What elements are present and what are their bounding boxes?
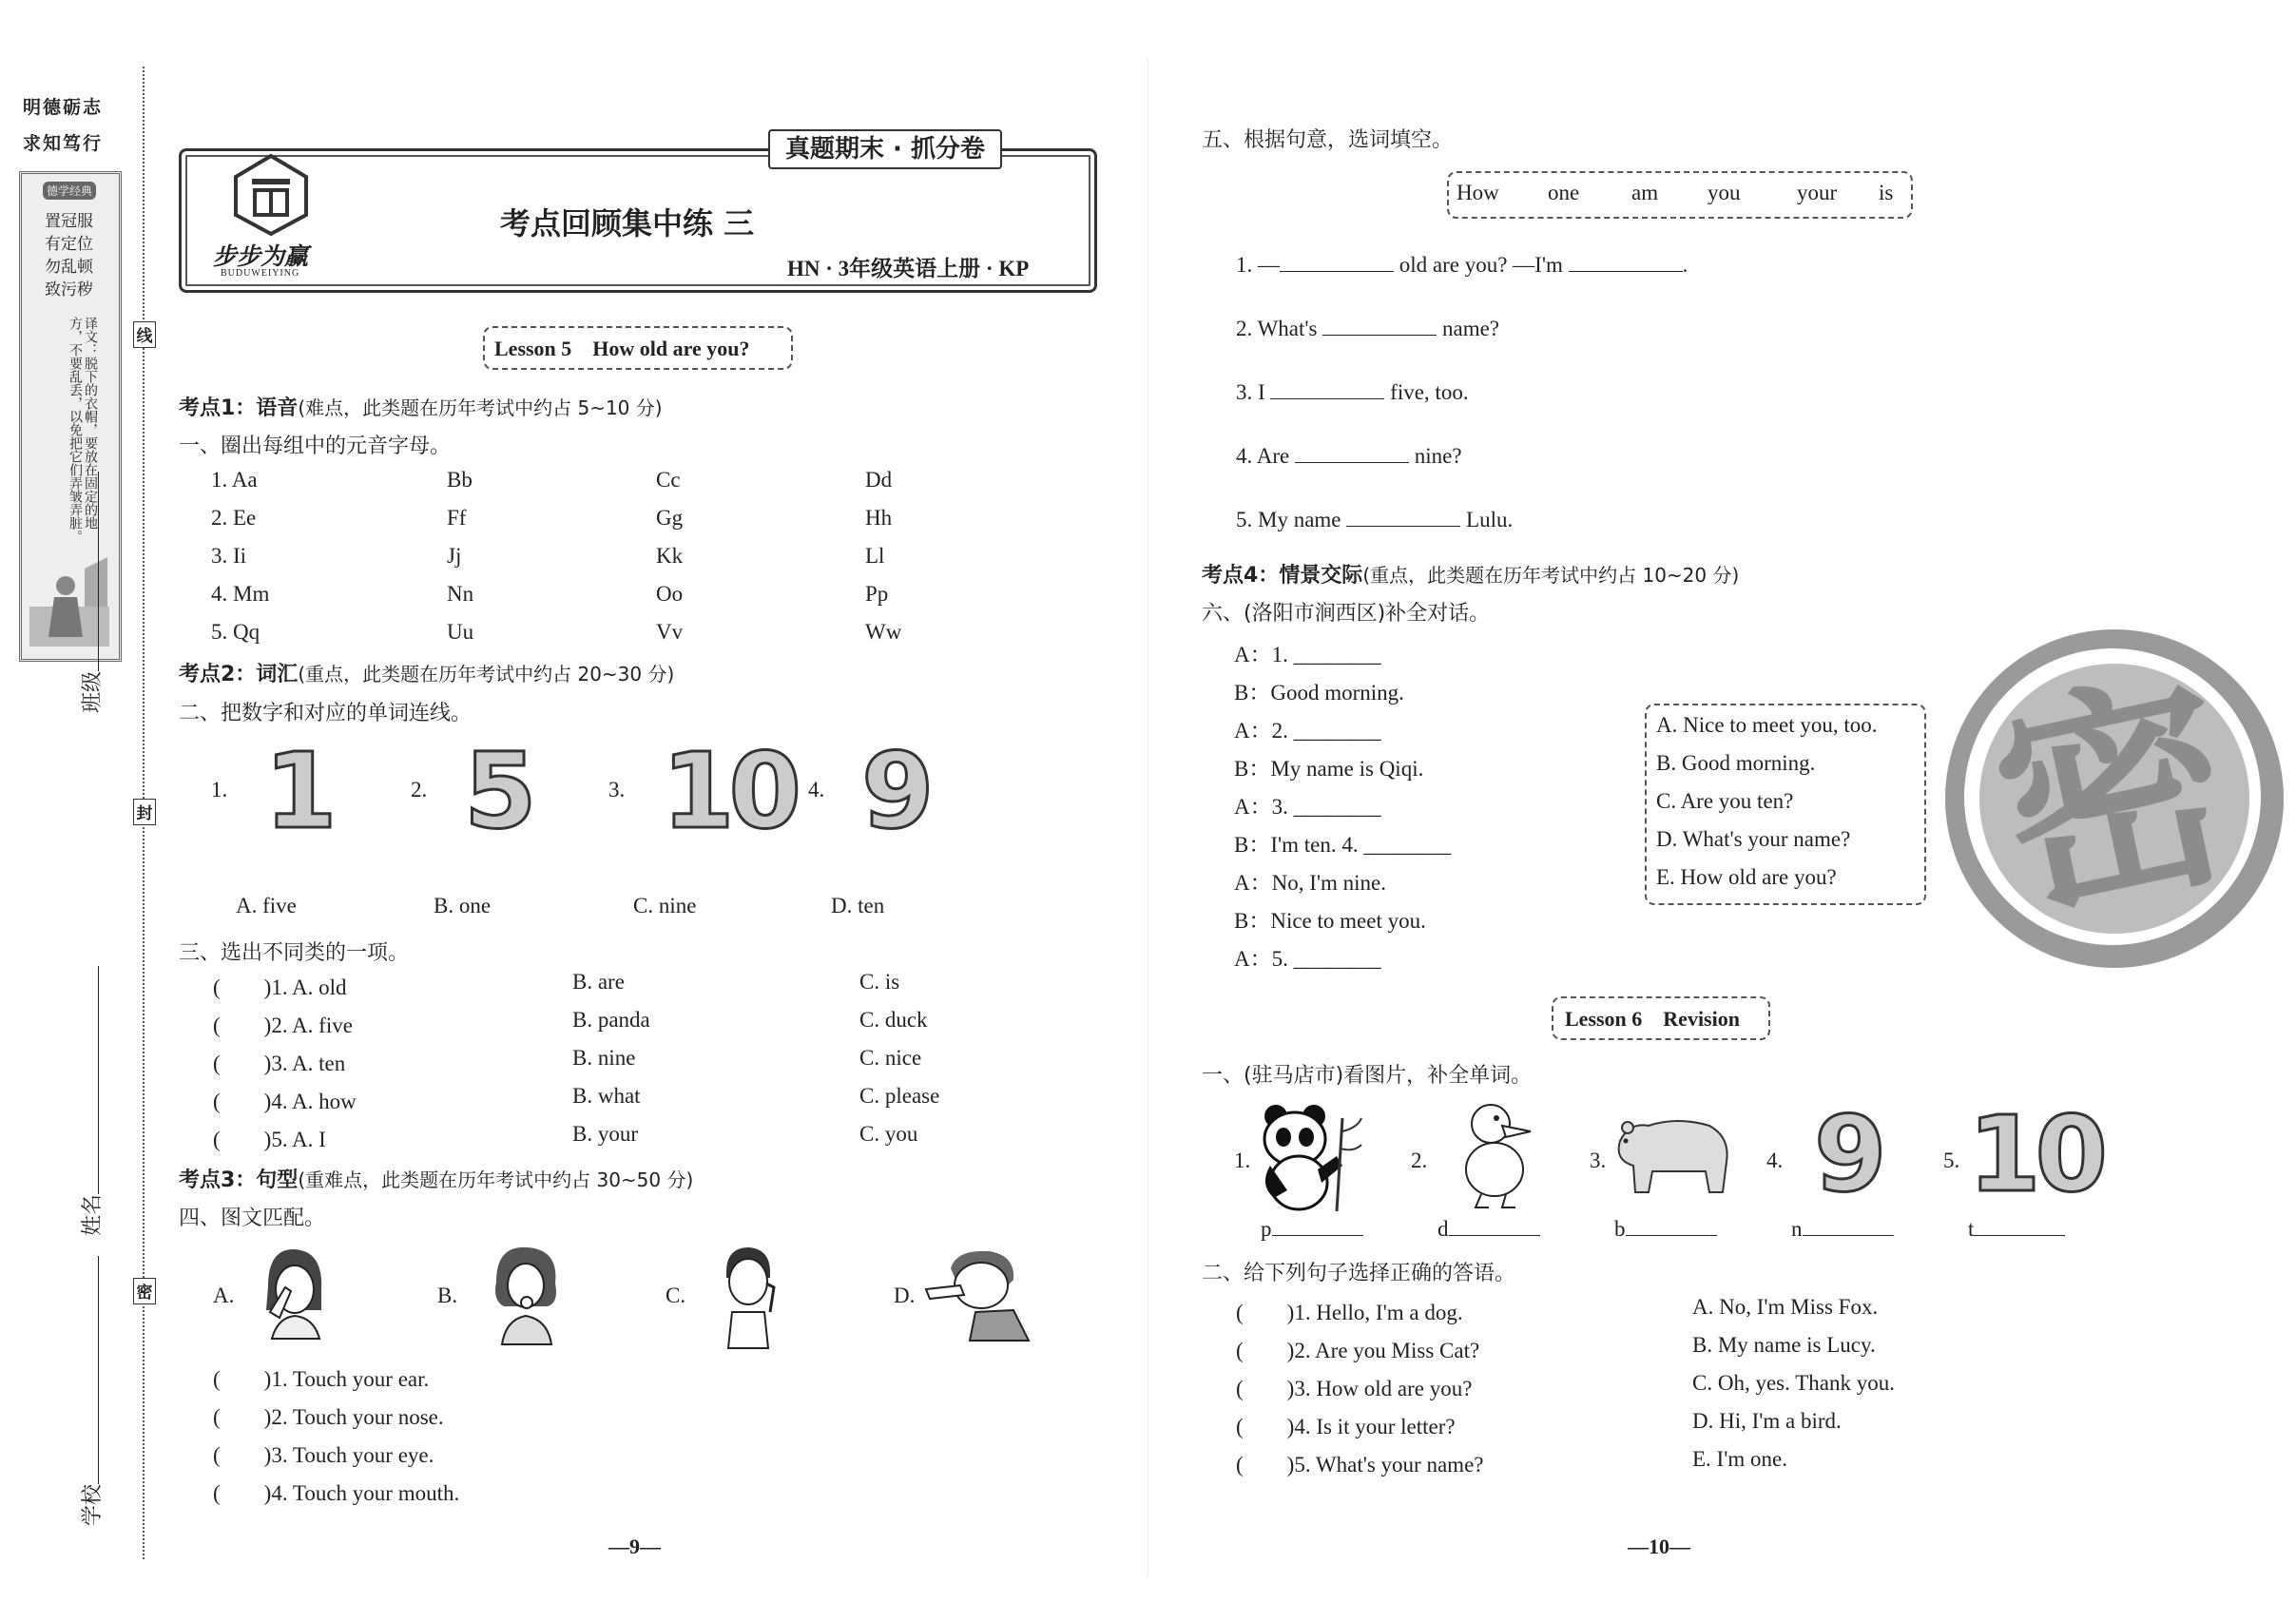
- number-index: 3.: [608, 778, 626, 801]
- logo-icon: [228, 152, 314, 238]
- dialog-line[interactable]: A：3. ________: [1234, 795, 1381, 819]
- s4-pic-a-label: A.: [213, 1284, 235, 1307]
- kp3-label: 考点3：句型: [179, 1168, 299, 1192]
- girl-touching-mouth-picture: [483, 1244, 569, 1346]
- s4-title: 四、图文匹配。: [179, 1207, 326, 1230]
- answer-slot-item[interactable]: ( )3. A. ten: [213, 1052, 346, 1075]
- kp4-heading: [1202, 559, 1739, 589]
- dialog-line: B：Good morning.: [1234, 681, 1404, 705]
- dialog-option: A. Nice to meet you, too.: [1656, 713, 1878, 737]
- item-text: name?: [1437, 317, 1500, 340]
- l6-item-3-index: 3.: [1590, 1149, 1607, 1172]
- kp3-note: (重难点，此类题在历年考试中约占 30~50 分): [298, 1168, 694, 1191]
- question-item[interactable]: ( )3. How old are you?: [1236, 1377, 1473, 1400]
- vowel-option[interactable]: Nn: [447, 582, 474, 606]
- match-item[interactable]: ( )3. Touch your eye.: [213, 1443, 434, 1467]
- s4-pic-c-label: C.: [666, 1284, 686, 1307]
- l6-item-2-index: 2.: [1411, 1149, 1428, 1172]
- page-subtitle: HN · 3年级英语上册 · KP: [787, 257, 1030, 280]
- answer-option: C. Oh, yes. Thank you.: [1692, 1371, 1895, 1395]
- dialog-option: C. Are you ten?: [1656, 789, 1794, 813]
- kp4-note: (重点，此类题在历年考试中约占 10~20 分): [1362, 564, 1740, 587]
- item-text: five, too.: [1384, 380, 1469, 404]
- s5-word-box: [1447, 171, 1913, 219]
- choice-option: C. nice: [859, 1046, 922, 1070]
- dialog-line[interactable]: B：I'm ten. 4. ________: [1234, 833, 1452, 857]
- match-item[interactable]: ( )4. Touch your mouth.: [213, 1481, 460, 1505]
- s5-title: 五、根据句意，选词填空。: [1202, 128, 1454, 152]
- answer-option: E. I'm one.: [1692, 1447, 1787, 1471]
- page-title: 考点回顾集中练 三: [500, 205, 755, 241]
- item-text: old are you? —I'm: [1394, 253, 1569, 277]
- answer-slot-item[interactable]: ( )1. A. old: [213, 975, 347, 999]
- match-item[interactable]: ( )1. Touch your ear.: [213, 1367, 430, 1391]
- vowel-option[interactable]: Ll: [865, 544, 885, 568]
- question-item[interactable]: ( )4. Is it your letter?: [1236, 1415, 1456, 1439]
- first-letter: p: [1261, 1217, 1272, 1241]
- logo-text: 步步为赢: [213, 242, 309, 270]
- fill-blank-item: [1236, 508, 1513, 532]
- letter-blank-line[interactable]: [1449, 1235, 1540, 1236]
- word-bank-item: is: [1879, 181, 1894, 204]
- girl-touching-eye-picture: [249, 1244, 337, 1343]
- kp1-note: (难点，此类题在历年考试中约占 5~10 分): [298, 396, 663, 419]
- item-text: .: [1682, 253, 1688, 277]
- question-item[interactable]: ( )5. What's your name?: [1236, 1453, 1484, 1477]
- word-bank-item: How: [1457, 181, 1499, 204]
- s2-title: 二、把数字和对应的单词连线。: [179, 702, 473, 725]
- number-index: 2.: [411, 778, 428, 801]
- number-word-option[interactable]: D. ten: [831, 894, 885, 917]
- dialog-option: E. How old are you?: [1656, 865, 1837, 889]
- seal-line-mark: 线: [133, 321, 156, 348]
- number-index: 4.: [808, 778, 825, 801]
- fill-blank-item: [1236, 317, 1499, 341]
- l6-number-9: 9: [1814, 1093, 1881, 1215]
- dialog-option: B. Good morning.: [1656, 751, 1816, 775]
- s4-pic-b-label: B.: [437, 1284, 458, 1307]
- vowel-option[interactable]: Pp: [865, 582, 889, 606]
- l6-item-4-index: 4.: [1766, 1149, 1784, 1172]
- vowel-option[interactable]: Bb: [447, 468, 473, 492]
- word-bank-item: one: [1548, 181, 1580, 204]
- lesson-6-title: Lesson 6 Revision: [1565, 1007, 1740, 1031]
- vowel-option[interactable]: 2. Ee: [211, 506, 257, 530]
- choice-option: C. duck: [859, 1008, 928, 1032]
- banner-line-3: 勿乱顿: [45, 258, 93, 277]
- vowel-option[interactable]: 5. Qq: [211, 620, 260, 644]
- first-letter: t: [1968, 1217, 1975, 1241]
- choice-option: B. your: [572, 1122, 638, 1146]
- choice-option: C. you: [859, 1122, 918, 1146]
- answer-blank[interactable]: [1569, 271, 1683, 272]
- field-class-label: 班级: [81, 670, 105, 713]
- answer-blank[interactable]: [1270, 398, 1384, 399]
- dialog-option: D. What's your name?: [1656, 827, 1851, 851]
- s1-title: 一、圈出每组中的元音字母。: [179, 434, 452, 458]
- choice-option: B. are: [572, 970, 625, 994]
- motto-line-2: 求知笃行: [23, 133, 104, 154]
- s6-title: 六、(洛阳市涧西区)补全对话。: [1202, 602, 1491, 626]
- watermark-stamp: [1945, 629, 2284, 968]
- big-number-picture: 9: [861, 730, 929, 852]
- question-item[interactable]: ( )1. Hello, I'm a dog.: [1236, 1301, 1463, 1324]
- l6-number-10: 10: [1968, 1093, 2103, 1215]
- sidebar-banner: [19, 171, 122, 662]
- dialog-line[interactable]: A：5. ________: [1234, 947, 1381, 971]
- answer-slot-item[interactable]: ( )2. A. five: [213, 1014, 353, 1037]
- item-text: Lulu.: [1460, 508, 1514, 531]
- vowel-option[interactable]: Dd: [865, 468, 893, 492]
- letter-blank-line[interactable]: [1803, 1235, 1894, 1236]
- answer-option: A. No, I'm Miss Fox.: [1692, 1295, 1879, 1319]
- vowel-option[interactable]: 1. Aa: [211, 468, 258, 492]
- motto-line-1: 明德砺志: [23, 97, 104, 118]
- word-bank-item: your: [1797, 181, 1838, 204]
- seal-seal-mark: 封: [133, 799, 156, 825]
- boy-touching-ear-picture: [715, 1245, 781, 1350]
- vowel-option[interactable]: Kk: [656, 544, 684, 568]
- item-text: 5. My name: [1236, 508, 1347, 531]
- word-blank[interactable]: [1261, 1217, 1363, 1242]
- word-blank[interactable]: [1791, 1217, 1894, 1242]
- dialog-line: B：My name is Qiqi.: [1234, 757, 1424, 781]
- word-bank-item: you: [1708, 181, 1741, 204]
- kp3-heading: [179, 1164, 693, 1193]
- series-tag: 真题期末 · 抓分卷: [768, 129, 1002, 169]
- page-number-right: —10—: [1628, 1535, 1690, 1558]
- logo-sub: BUDUWEIYING: [221, 268, 300, 279]
- first-letter: b: [1614, 1217, 1626, 1241]
- word-blank[interactable]: [1437, 1217, 1540, 1242]
- banner-line-1: 置冠服: [45, 212, 93, 231]
- dialog-line[interactable]: A：1. ________: [1234, 643, 1381, 666]
- banner-line-4: 致污秽: [45, 280, 93, 299]
- man-touching-nose-picture: [922, 1247, 1032, 1342]
- answer-slot-item[interactable]: ( )5. A. I: [213, 1128, 326, 1151]
- choice-option: B. nine: [572, 1046, 636, 1070]
- vowel-option[interactable]: 3. Ii: [211, 544, 247, 568]
- item-text: 3. I: [1236, 380, 1271, 404]
- vowel-option[interactable]: 4. Mm: [211, 582, 270, 606]
- number-index: 1.: [211, 778, 228, 801]
- word-blank[interactable]: [1614, 1217, 1717, 1242]
- banner-translation: 译文：脱下的衣帽，要放在固定的地方，不要乱丢，以免把它们弄皱弄脏。: [68, 317, 98, 543]
- number-word-option[interactable]: A. five: [236, 894, 297, 917]
- panda-picture: [1255, 1099, 1369, 1213]
- duck-picture: [1453, 1099, 1538, 1211]
- vowel-option[interactable]: Jj: [447, 544, 462, 568]
- fill-blank-item: [1236, 380, 1469, 405]
- vowel-option[interactable]: Hh: [865, 506, 893, 530]
- banner-title: 德学经典: [43, 182, 96, 200]
- dialog-line: A：No, I'm nine.: [1234, 871, 1387, 895]
- letter-blank-line[interactable]: [1974, 1235, 2065, 1236]
- seal-secret-mark: 密: [133, 1278, 156, 1304]
- vowel-option[interactable]: Cc: [656, 468, 681, 492]
- s3-title: 三、选出不同类的一项。: [179, 941, 410, 965]
- s4-pic-d-label: D.: [894, 1284, 916, 1307]
- letter-blank-line[interactable]: [1272, 1235, 1363, 1236]
- choice-option: B. panda: [572, 1008, 650, 1032]
- l6-item-5-index: 5.: [1943, 1149, 1960, 1172]
- question-item[interactable]: ( )2. Are you Miss Cat?: [1236, 1339, 1480, 1362]
- kp4-label: 考点4：情景交际: [1202, 564, 1363, 588]
- kp2-heading: [179, 658, 674, 687]
- choice-option: C. is: [859, 970, 900, 994]
- kp1-heading: [179, 392, 663, 421]
- banner-line-2: 有定位: [45, 235, 93, 254]
- word-bank-item: am: [1631, 181, 1659, 204]
- dialog-line: B：Nice to meet you.: [1234, 909, 1426, 933]
- fill-blank-item: [1236, 444, 1462, 469]
- answer-blank[interactable]: [1280, 271, 1394, 272]
- watermark-text: 密: [1975, 645, 2254, 953]
- field-name-label: 姓名: [81, 1193, 105, 1236]
- answer-blank[interactable]: [1346, 526, 1460, 527]
- field-school-label: 学校: [81, 1483, 105, 1526]
- vowel-option[interactable]: Ff: [447, 506, 467, 530]
- first-letter: n: [1791, 1217, 1803, 1241]
- match-item[interactable]: ( )2. Touch your nose.: [213, 1405, 444, 1429]
- vowel-option[interactable]: Uu: [447, 620, 474, 644]
- big-number-picture: 1: [264, 730, 332, 852]
- vowel-option[interactable]: Oo: [656, 582, 684, 606]
- item-text: nine?: [1408, 444, 1462, 468]
- answer-blank[interactable]: [1295, 462, 1409, 463]
- lesson-5-title: Lesson 5 How old are you?: [494, 337, 750, 360]
- item-text: 1. —: [1236, 253, 1280, 277]
- choice-option: C. please: [859, 1084, 940, 1108]
- number-word-option[interactable]: B. one: [434, 894, 492, 917]
- l6-s1-title: 一、(驻马店市)看图片，补全单词。: [1202, 1064, 1533, 1088]
- answer-option: B. My name is Lucy.: [1692, 1333, 1876, 1357]
- fill-blank-item: [1236, 253, 1688, 278]
- word-blank[interactable]: [1968, 1217, 2065, 1242]
- number-word-option[interactable]: C. nine: [633, 894, 697, 917]
- big-number-picture: 10: [662, 730, 797, 852]
- answer-slot-item[interactable]: ( )4. A. how: [213, 1090, 357, 1113]
- l6-s2-title: 二、给下列句子选择正确的答语。: [1202, 1262, 1516, 1285]
- bear-picture: [1611, 1112, 1734, 1198]
- vowel-option[interactable]: Gg: [656, 506, 684, 530]
- letter-blank-line[interactable]: [1626, 1235, 1717, 1236]
- l6-item-1-index: 1.: [1234, 1149, 1251, 1172]
- vowel-option[interactable]: Vv: [656, 620, 684, 644]
- item-text: 4. Are: [1236, 444, 1295, 468]
- first-letter: d: [1437, 1217, 1449, 1241]
- kp2-label: 考点2：词汇: [179, 663, 299, 686]
- item-text: 2. What's: [1236, 317, 1323, 340]
- vowel-option[interactable]: Ww: [865, 620, 902, 644]
- dialog-line[interactable]: A：2. ________: [1234, 719, 1381, 743]
- choice-option: B. what: [572, 1084, 641, 1108]
- answer-blank[interactable]: [1322, 335, 1437, 336]
- page-number-left: —9—: [608, 1535, 661, 1558]
- kp2-note: (重点，此类题在历年考试中约占 20~30 分): [298, 663, 675, 685]
- answer-option: D. Hi, I'm a bird.: [1692, 1409, 1842, 1433]
- kp1-label: 考点1：语音: [179, 396, 299, 420]
- big-number-picture: 5: [464, 730, 531, 852]
